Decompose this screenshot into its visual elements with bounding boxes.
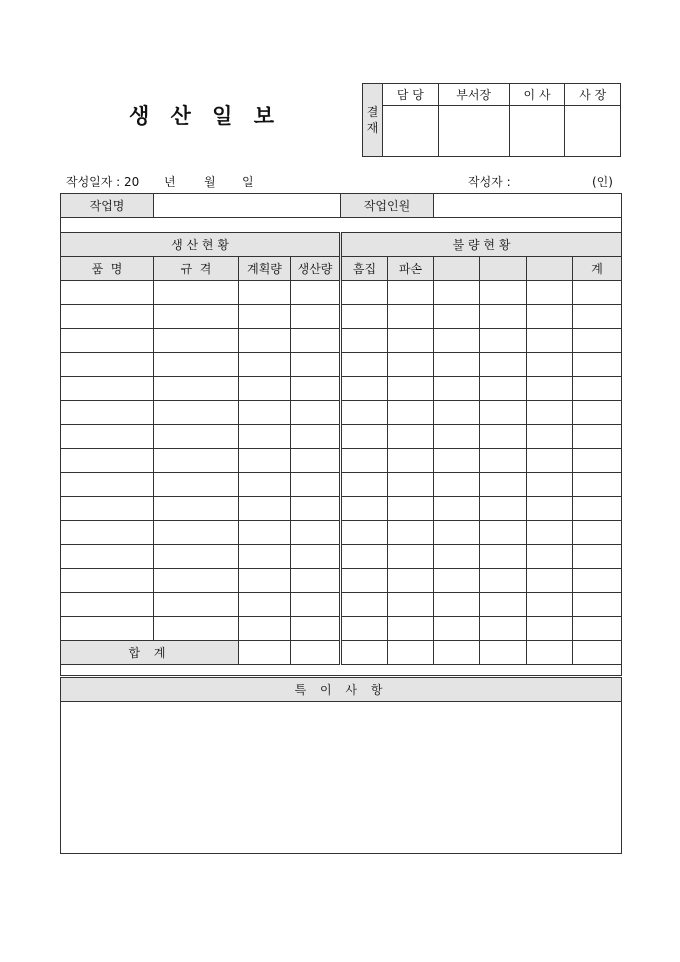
table-cell[interactable]: [388, 473, 434, 497]
table-cell[interactable]: [573, 353, 622, 377]
totals-label-text: 합 계: [128, 646, 171, 660]
table-cell[interactable]: [239, 401, 291, 425]
spec-header: 규 격: [154, 257, 239, 281]
table-cell[interactable]: [291, 401, 341, 425]
table-row: [61, 305, 622, 329]
table-cell[interactable]: [61, 401, 154, 425]
table-cell[interactable]: [291, 353, 341, 377]
table-cell[interactable]: [480, 401, 527, 425]
approval-box: [362, 83, 621, 157]
table-cell[interactable]: [573, 473, 622, 497]
table-cell[interactable]: [434, 425, 480, 449]
table-row: [61, 401, 622, 425]
table-cell[interactable]: [434, 497, 480, 521]
table-cell[interactable]: [434, 473, 480, 497]
table-cell[interactable]: [239, 497, 291, 521]
table-row: [61, 353, 622, 377]
table-cell[interactable]: [61, 281, 154, 305]
table-cell[interactable]: [61, 593, 154, 617]
table-cell[interactable]: [434, 377, 480, 401]
table-cell[interactable]: [573, 329, 622, 353]
approval-role-president: 사 장: [565, 84, 621, 106]
table-cell[interactable]: [388, 353, 434, 377]
table-cell[interactable]: [291, 593, 341, 617]
table-cell[interactable]: [480, 521, 527, 545]
table-cell[interactable]: [527, 545, 573, 569]
table-cell[interactable]: [388, 281, 434, 305]
table-cell[interactable]: [154, 473, 239, 497]
table-cell[interactable]: [434, 329, 480, 353]
defect-col-4-header: [480, 257, 527, 281]
table-cell[interactable]: [154, 617, 239, 641]
table-cell[interactable]: [291, 281, 341, 305]
table-cell[interactable]: [154, 401, 239, 425]
table-cell[interactable]: [154, 329, 239, 353]
table-cell[interactable]: [154, 569, 239, 593]
table-cell[interactable]: [341, 281, 388, 305]
table-cell[interactable]: [341, 377, 388, 401]
table-cell[interactable]: [154, 353, 239, 377]
table-cell[interactable]: [61, 617, 154, 641]
table-cell[interactable]: [434, 545, 480, 569]
table-cell[interactable]: [573, 377, 622, 401]
table-cell[interactable]: [573, 497, 622, 521]
table-cell[interactable]: [573, 545, 622, 569]
year-label: 년: [164, 175, 176, 189]
table-cell[interactable]: [434, 401, 480, 425]
defect-total-header: 계: [573, 257, 622, 281]
table-cell[interactable]: [434, 593, 480, 617]
table-cell[interactable]: [480, 281, 527, 305]
table-cell[interactable]: [434, 569, 480, 593]
work-name-label: 작업명: [61, 194, 154, 218]
table-cell[interactable]: [341, 545, 388, 569]
table-row: [61, 329, 622, 353]
table-cell[interactable]: [154, 425, 239, 449]
table-cell[interactable]: [341, 521, 388, 545]
table-cell[interactable]: [573, 281, 622, 305]
table-cell[interactable]: [388, 545, 434, 569]
table-cell[interactable]: [434, 449, 480, 473]
table-cell[interactable]: [480, 545, 527, 569]
table-cell[interactable]: [573, 521, 622, 545]
notes-area[interactable]: [61, 702, 622, 854]
table-cell[interactable]: [388, 497, 434, 521]
table-cell[interactable]: [388, 449, 434, 473]
workers-field[interactable]: [434, 194, 622, 218]
table-cell[interactable]: [527, 617, 573, 641]
table-cell[interactable]: [154, 449, 239, 473]
table-cell[interactable]: [61, 305, 154, 329]
table-cell[interactable]: [573, 425, 622, 449]
approval-label: [363, 84, 383, 157]
table-cell[interactable]: [527, 425, 573, 449]
notes-header: [61, 677, 622, 702]
totals-cell[interactable]: [388, 641, 434, 665]
table-cell[interactable]: [291, 473, 341, 497]
work-name-field[interactable]: [154, 194, 341, 218]
table-cell[interactable]: [388, 617, 434, 641]
table-cell[interactable]: [480, 449, 527, 473]
table-row: [61, 521, 622, 545]
table-cell[interactable]: [480, 497, 527, 521]
table-cell[interactable]: [388, 569, 434, 593]
table-cell[interactable]: [291, 305, 341, 329]
table-cell[interactable]: [239, 545, 291, 569]
table-cell[interactable]: [154, 545, 239, 569]
table-cell[interactable]: [154, 497, 239, 521]
table-cell[interactable]: [573, 305, 622, 329]
table-cell[interactable]: [388, 329, 434, 353]
table-cell[interactable]: [527, 449, 573, 473]
spacer-row: [61, 665, 622, 677]
table-cell[interactable]: [573, 617, 622, 641]
approval-role-manager: 담 당: [383, 84, 439, 106]
product-name-header: 품 명: [61, 257, 154, 281]
table-cell[interactable]: [480, 569, 527, 593]
table-cell[interactable]: [61, 329, 154, 353]
table-row: [61, 425, 622, 449]
table-cell[interactable]: [341, 593, 388, 617]
table-cell[interactable]: [480, 593, 527, 617]
table-cell[interactable]: [573, 569, 622, 593]
table-cell[interactable]: [480, 377, 527, 401]
table-cell[interactable]: [239, 329, 291, 353]
table-cell[interactable]: [239, 593, 291, 617]
table-row: [61, 497, 622, 521]
defect-col-5-header: [527, 257, 573, 281]
table-row: [61, 593, 622, 617]
table-cell[interactable]: [291, 545, 341, 569]
table-cell[interactable]: [291, 449, 341, 473]
table-cell[interactable]: [154, 593, 239, 617]
table-cell[interactable]: [154, 305, 239, 329]
totals-cell[interactable]: [434, 641, 480, 665]
approval-sign-president[interactable]: [565, 106, 621, 157]
table-cell[interactable]: [291, 329, 341, 353]
defect-section-header: 불 량 현 황: [341, 233, 622, 257]
table-cell[interactable]: [341, 329, 388, 353]
breakage-header: 파손: [388, 257, 434, 281]
approval-sign-manager[interactable]: [383, 106, 439, 157]
table-cell[interactable]: [291, 521, 341, 545]
table-row: [61, 377, 622, 401]
table-cell[interactable]: [239, 569, 291, 593]
table-cell[interactable]: [527, 401, 573, 425]
scratch-header: 흠집: [341, 257, 388, 281]
table-cell[interactable]: [239, 281, 291, 305]
table-cell[interactable]: [388, 401, 434, 425]
table-cell[interactable]: [239, 425, 291, 449]
table-cell[interactable]: [434, 281, 480, 305]
table-cell[interactable]: [480, 329, 527, 353]
table-cell[interactable]: [61, 425, 154, 449]
table-cell[interactable]: [527, 329, 573, 353]
table-cell[interactable]: [61, 353, 154, 377]
meta-line: [60, 173, 621, 191]
approval-sign-department-head[interactable]: [438, 106, 509, 157]
table-row: [61, 281, 622, 305]
table-row: [61, 569, 622, 593]
table-cell[interactable]: [61, 569, 154, 593]
table-cell[interactable]: [527, 593, 573, 617]
approval-role-department-head: 부서장: [438, 84, 509, 106]
table-cell[interactable]: [61, 545, 154, 569]
totals-cell[interactable]: [573, 641, 622, 665]
table-row: [61, 473, 622, 497]
table-cell[interactable]: [341, 497, 388, 521]
totals-label: [61, 641, 239, 665]
table-cell[interactable]: [388, 305, 434, 329]
table-cell[interactable]: [480, 305, 527, 329]
planned-qty-header: 계획량: [239, 257, 291, 281]
table-cell[interactable]: [61, 473, 154, 497]
table-row: [61, 617, 622, 641]
table-cell[interactable]: [527, 497, 573, 521]
seal-label: (인): [592, 175, 613, 189]
table-row: [61, 449, 622, 473]
table-cell[interactable]: [573, 449, 622, 473]
totals-cell[interactable]: [341, 641, 388, 665]
production-report-table: [60, 193, 622, 854]
table-cell[interactable]: [239, 473, 291, 497]
table-cell[interactable]: [527, 377, 573, 401]
table-cell[interactable]: [239, 305, 291, 329]
page-title: 생 산 일 보: [128, 103, 282, 128]
table-cell[interactable]: [480, 473, 527, 497]
month-label: 월: [204, 175, 216, 189]
table-cell[interactable]: [61, 377, 154, 401]
table-cell[interactable]: [341, 401, 388, 425]
table-row: [61, 545, 622, 569]
notes-header-text: 특 이 사 항: [294, 683, 388, 697]
totals-cell[interactable]: [480, 641, 527, 665]
table-cell[interactable]: [341, 353, 388, 377]
table-cell[interactable]: [239, 521, 291, 545]
table-cell[interactable]: [388, 593, 434, 617]
table-cell[interactable]: [341, 569, 388, 593]
table-cell[interactable]: [291, 497, 341, 521]
table-cell[interactable]: [291, 569, 341, 593]
table-cell[interactable]: [434, 521, 480, 545]
table-cell[interactable]: [573, 593, 622, 617]
production-section-header: 생 산 현 황: [61, 233, 341, 257]
table-cell[interactable]: [61, 449, 154, 473]
table-cell[interactable]: [434, 305, 480, 329]
table-cell[interactable]: [239, 353, 291, 377]
table-cell[interactable]: [573, 401, 622, 425]
spacer-row: [61, 218, 622, 233]
table-cell[interactable]: [291, 425, 341, 449]
table-cell[interactable]: [480, 353, 527, 377]
table-cell[interactable]: [388, 377, 434, 401]
table-cell[interactable]: [527, 521, 573, 545]
table-cell[interactable]: [341, 449, 388, 473]
table-cell[interactable]: [291, 377, 341, 401]
totals-cell[interactable]: [527, 641, 573, 665]
table-cell[interactable]: [527, 353, 573, 377]
workers-label: 작업인원: [341, 194, 434, 218]
totals-cell[interactable]: [291, 641, 341, 665]
table-cell[interactable]: [527, 473, 573, 497]
table-cell[interactable]: [388, 425, 434, 449]
produced-qty-header: 생산량: [291, 257, 341, 281]
table-cell[interactable]: [388, 521, 434, 545]
table-cell[interactable]: [480, 425, 527, 449]
table-cell[interactable]: [154, 281, 239, 305]
totals-cell[interactable]: [239, 641, 291, 665]
table-cell[interactable]: [527, 569, 573, 593]
table-cell[interactable]: [527, 281, 573, 305]
table-cell[interactable]: [480, 617, 527, 641]
table-cell[interactable]: [434, 617, 480, 641]
table-cell[interactable]: [154, 377, 239, 401]
table-cell[interactable]: [239, 617, 291, 641]
date-label: 작성일자 : 20: [66, 175, 140, 189]
table-cell[interactable]: [154, 521, 239, 545]
author-label: 작성자 :: [468, 175, 511, 189]
table-cell[interactable]: [291, 617, 341, 641]
approval-label-text: 결 재: [366, 105, 379, 135]
table-cell[interactable]: [341, 617, 388, 641]
table-cell[interactable]: [61, 521, 154, 545]
table-cell[interactable]: [61, 497, 154, 521]
table-cell[interactable]: [341, 425, 388, 449]
table-cell[interactable]: [239, 377, 291, 401]
table-cell[interactable]: [239, 449, 291, 473]
approval-role-director: 이 사: [509, 84, 565, 106]
table-cell[interactable]: [434, 353, 480, 377]
table-cell[interactable]: [341, 305, 388, 329]
table-cell[interactable]: [341, 473, 388, 497]
table-cell[interactable]: [527, 305, 573, 329]
approval-sign-director[interactable]: [509, 106, 565, 157]
defect-col-3-header: [434, 257, 480, 281]
day-label: 일: [242, 175, 254, 189]
